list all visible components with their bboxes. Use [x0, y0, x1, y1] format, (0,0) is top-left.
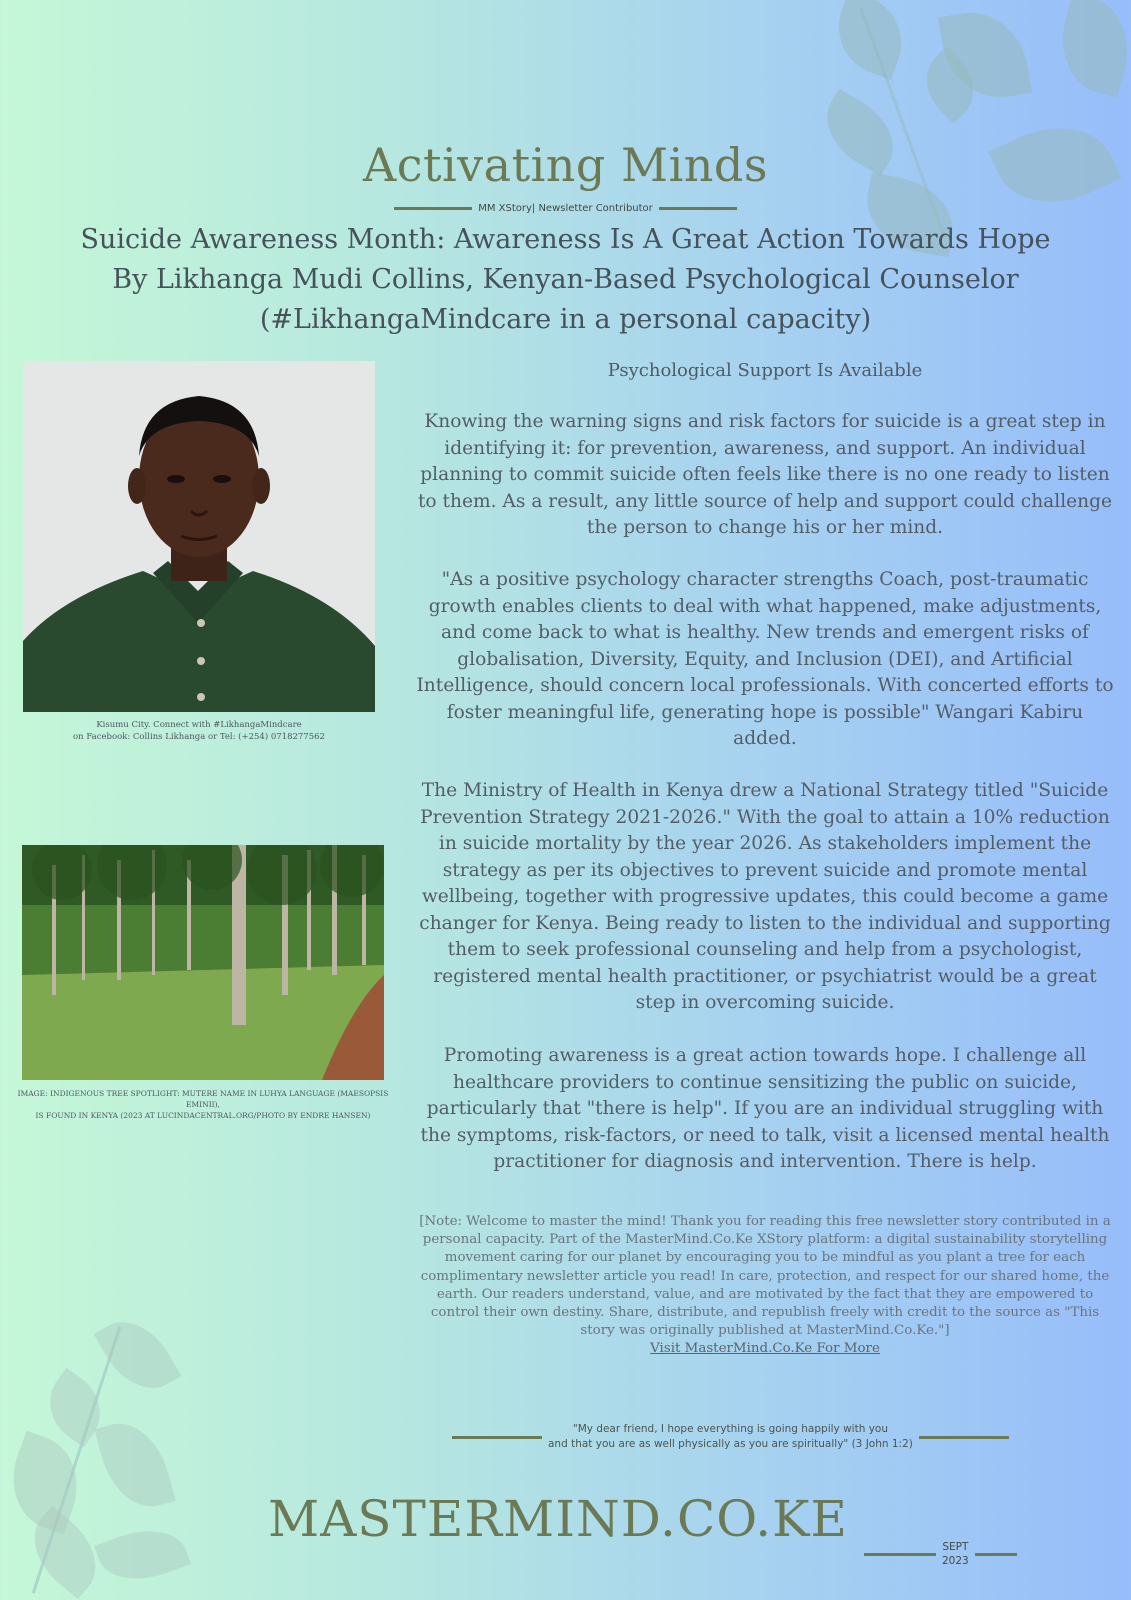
divider-line	[452, 1436, 542, 1439]
divider-line	[864, 1553, 936, 1556]
editor-note-text: [Note: Welcome to master the mind! Thank you for reading this free newsletter story contributed in a personal capacity. Part of the MasterMind.Co.Ke XStory platform: a digital sustainability storytelling movement caring for our planet by encouraging you to be mindful as you plant a tree for each complimentary newsletter article you read! In care, protection, and respect for our shared home, the earth. Our readers understand, value, and are motivated by the fact that they are empowered to control their own destiny. Share, distribute, and republish freely with credit to the source as "This story was originally published at MasterMind.Co.Ke."]	[419, 1214, 1111, 1339]
issue-year: 2023	[942, 1555, 969, 1567]
forest-caption-line-1: IMAGE: INDIGENOUS TREE SPOTLIGHT: MUTERE NAME IN LUHYA LANGUAGE (MAESOPSIS EMINII),	[17, 1089, 389, 1109]
headline-line-2: By Likhanga Mudi Collins, Kenyan-Based Psychological Counselor	[112, 264, 1019, 295]
portrait-caption-line-2: on Facebook: Collins Likhanga or Tel: (+254) 0718277562	[73, 732, 325, 742]
article-subheading: Psychological Support Is Available	[607, 360, 923, 381]
bible-quote-line-2: and that you are as well physically as you are spiritually" (3 John 1:2)	[548, 1438, 913, 1450]
author-portrait-image	[23, 361, 375, 712]
article-paragraph-2: "As a positive psychology character strengths Coach, post-traumatic growth enables clients to deal with what happened, make adjustments, and come back to what is healthy. New trends and emergent risks of globalisation, Diversity, Equity, and Inclusion (DEI), and Artificial Intelligence, should concern local professionals. With concerted efforts to foster meaningful life, generating hope is possible" Wangari Kabiru added.	[416, 569, 1114, 749]
editor-note	[415, 1213, 1115, 1359]
page-title: Activating Minds	[363, 138, 768, 192]
headline	[0, 220, 1131, 340]
issue-month: SEPT	[942, 1541, 969, 1553]
brand-wordmark: MASTERMIND.CO.KE	[268, 1490, 849, 1548]
contributor-row	[0, 203, 1131, 214]
article-paragraph-3: The Ministry of Health in Kenya drew a National Strategy titled "Suicide Prevention Strategy 2021-2026." With the goal to attain a 10% reduction in suicide mortality by the year 2026. As stakeholders implement the strategy as per its objectives to prevent suicide and promote mental wellbeing, together with progressive updates, this could become a game changer for Kenya. Being ready to listen to the individual and supporting them to seek professional counseling and help from a psychologist, registered mental health practitioner, or psychiatrist would be a great step in overcoming suicide.	[419, 780, 1111, 1013]
issue-date	[942, 1540, 969, 1568]
headline-line-1: Suicide Awareness Month: Awareness Is A Great Action Towards Hope	[80, 224, 1051, 255]
divider-line	[919, 1436, 1009, 1439]
portrait-caption-line-1: Kisumu City. Connect with #LikhangaMindcare	[96, 720, 302, 730]
divider-line	[659, 207, 737, 210]
bible-quote-line-1: "My dear friend, I hope everything is going happily with you	[572, 1423, 888, 1435]
divider-line	[394, 207, 472, 210]
portrait-caption	[23, 719, 375, 743]
headline-line-3: (#LikhangaMindcare in a personal capacity)	[259, 304, 872, 335]
issue-date-row	[864, 1540, 1017, 1568]
contributor-label: MM XStory| Newsletter Contributor	[478, 203, 653, 214]
article-paragraph-1: Knowing the warning signs and risk factors for suicide is a great step in identifying it: for prevention, awareness, and support. An individual planning to commit suicide often feels like there is no one ready to listen to them. As a result, any little source of help and support could challenge the person to change his or her mind.	[417, 411, 1113, 538]
visit-website-link[interactable]: Visit MasterMind.Co.Ke For More	[650, 1341, 880, 1357]
bible-quote-row	[452, 1422, 1009, 1452]
divider-line	[975, 1553, 1017, 1556]
bible-quote	[548, 1422, 913, 1452]
forest-caption-line-2: IS FOUND IN KENYA (2023 AT LUCINDACENTRAL.ORG/PHOTO BY ENDRE HANSEN)	[35, 1111, 371, 1120]
forest-caption	[8, 1088, 398, 1121]
article-paragraph-4: Promoting awareness is a great action towards hope. I challenge all healthcare providers to continue sensitizing the public on suicide, particularly that "there is help". If you are an individual struggling with the symptoms, risk-factors, or need to talk, visit a licensed mental health practitioner for diagnosis and intervention. There is help.	[420, 1045, 1110, 1172]
forest-image	[22, 845, 384, 1080]
